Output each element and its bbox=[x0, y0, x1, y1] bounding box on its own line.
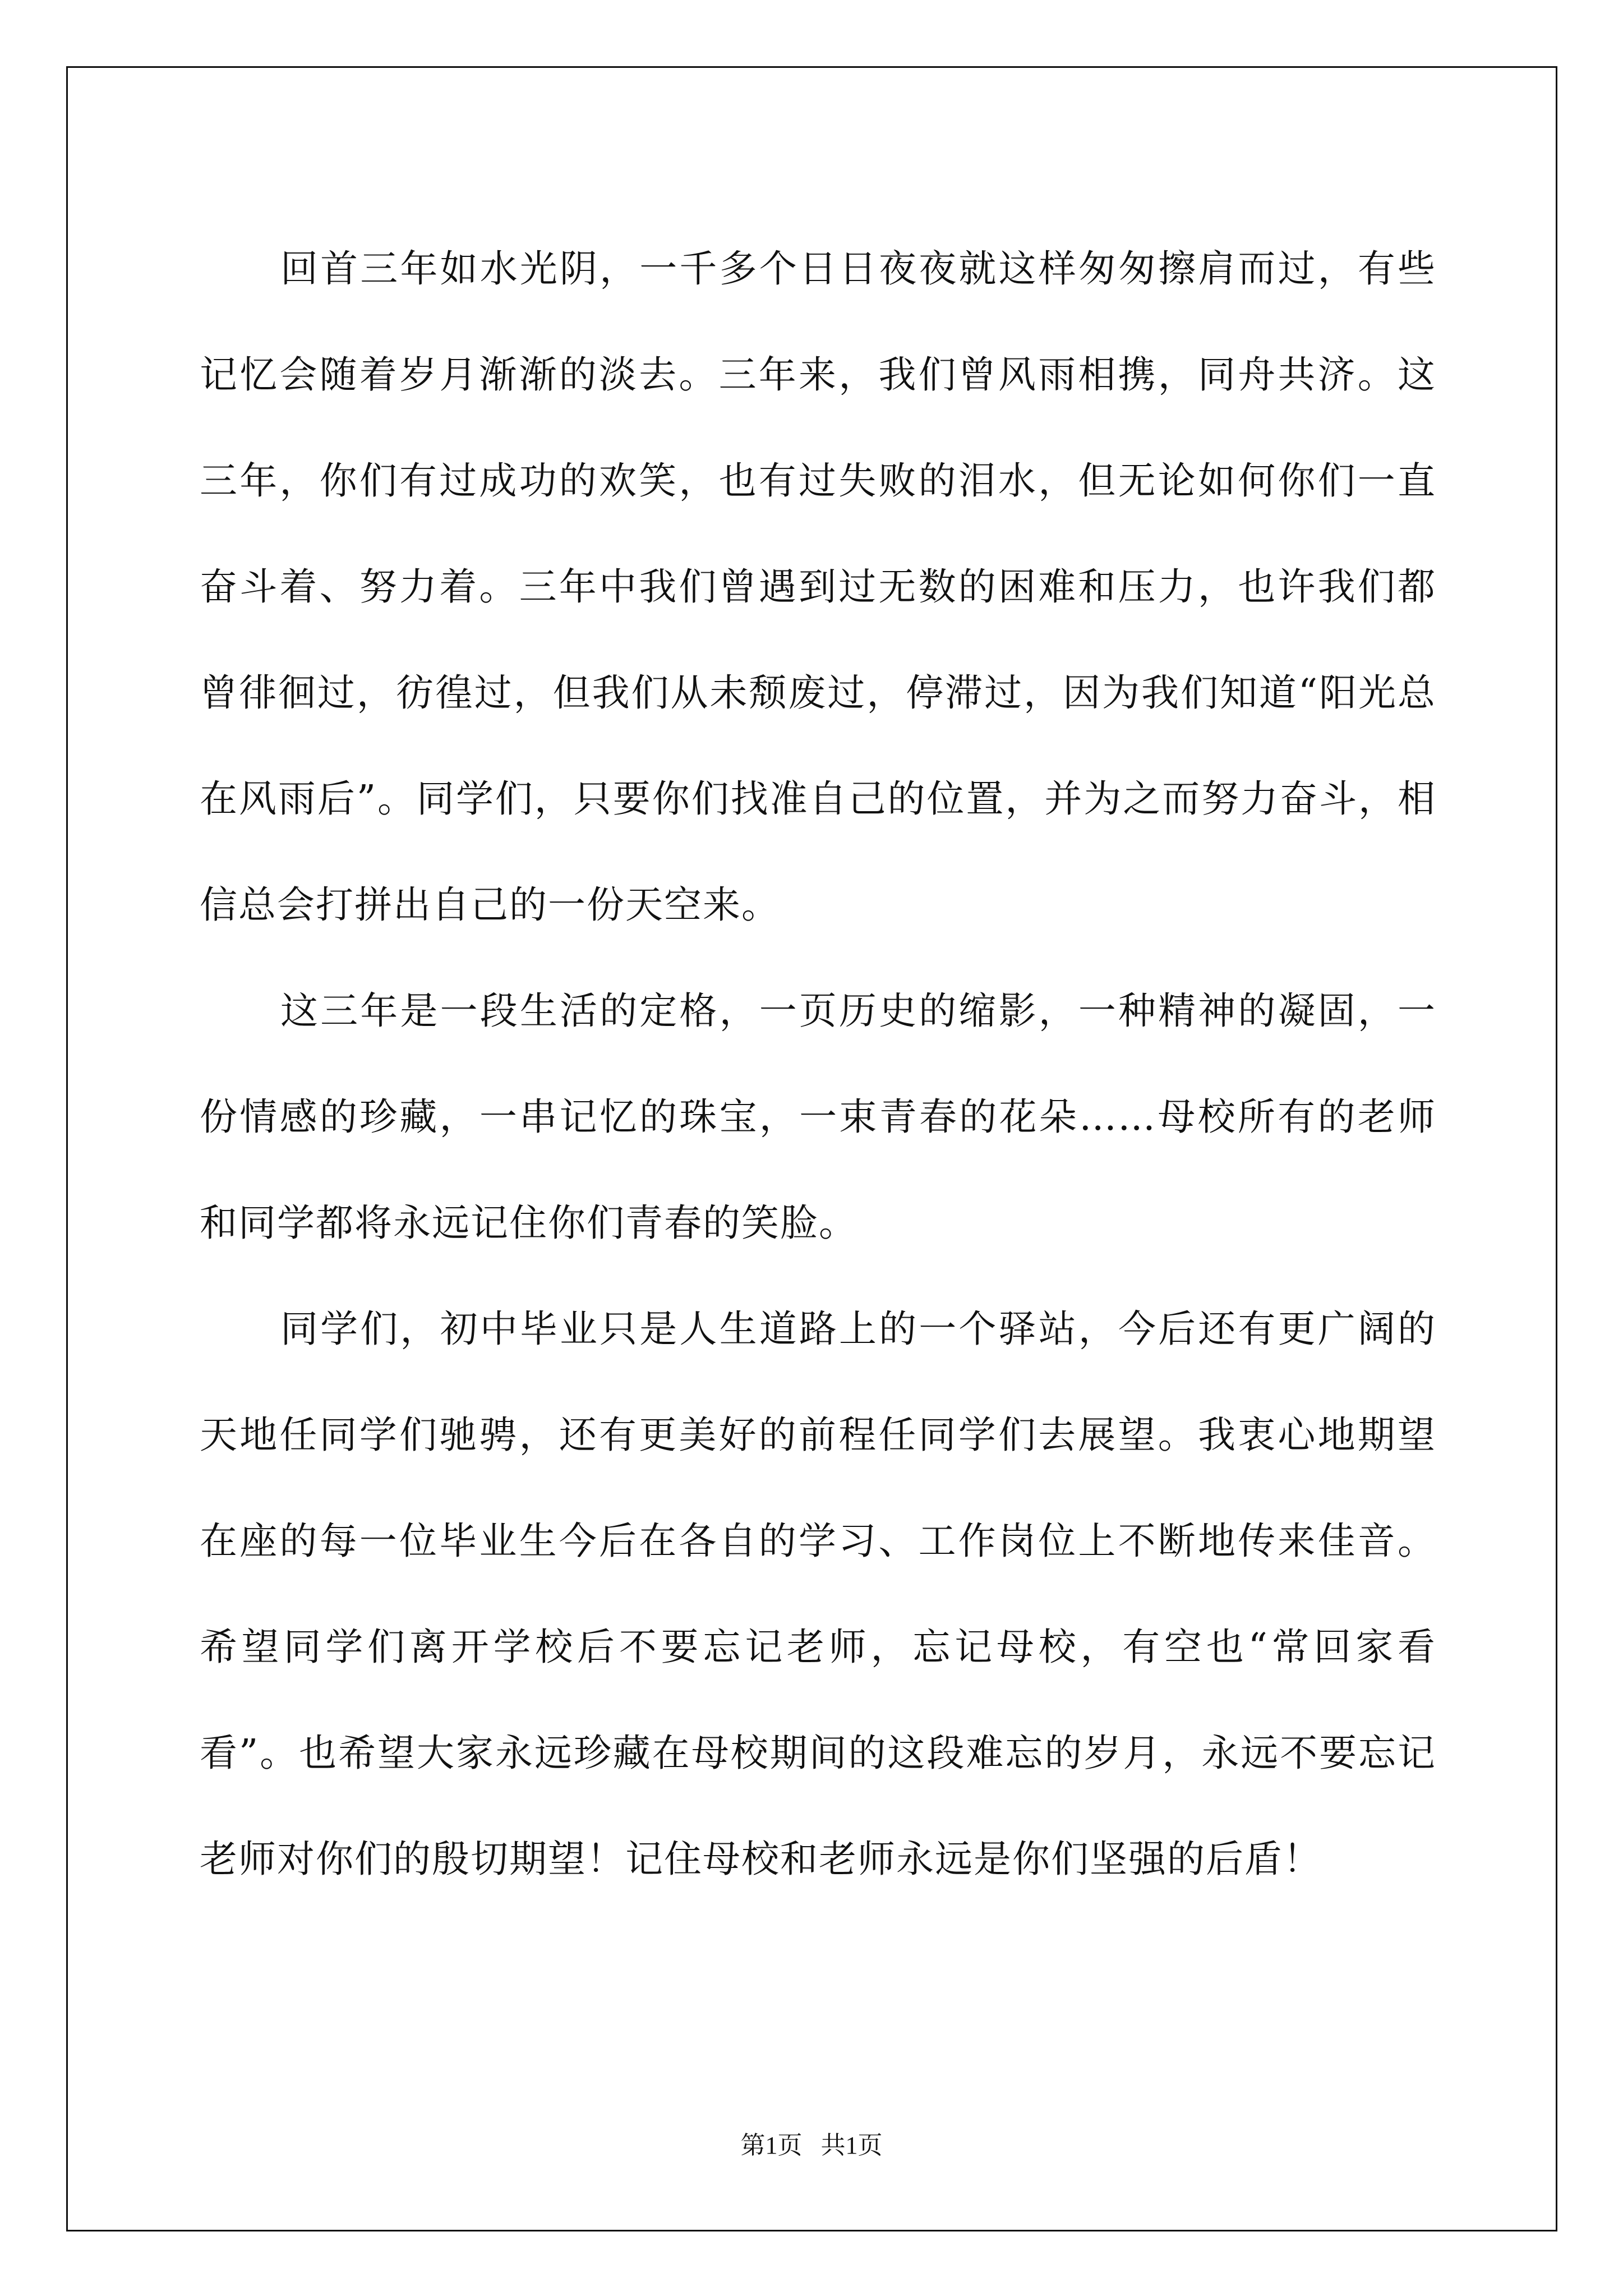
paragraph-2: 这三年是一段生活的定格，一页历史的缩影，一种精神的凝固，一份情感的珍藏，一串记忆的珠宝，一束青春的花朵……母校所有的老师和同学都将永远记住你们青春的笑脸。 bbox=[200, 989, 1436, 1245]
paragraph-1: 回首三年如水光阴，一千多个日日夜夜就这样匆匆擦肩而过，有些记忆会随着岁月渐渐的淡去。三年来，我们曾风雨相携，同舟共济。这三年，你们有过成功的欢笑，也有过失败的泪水，但无论如何你们一直奋斗着、努力着。三年中我们曾遇到过无数的困难和压力，也许我们都曾徘徊过，彷徨过，但我们从未颓废过，停滞过，因为我们知道“阳光总在风雨后”。同学们，只要你们找准自己的位置，并为之而努力奋斗，相信总会打拼出自己的一份天空来。 bbox=[200, 247, 1436, 927]
page-number-footer: 第1页 共1页 bbox=[740, 2132, 883, 2159]
document-body bbox=[200, 216, 1436, 1912]
paragraph-3: 同学们，初中毕业只是人生道路上的一个驿站，今后还有更广阔的天地任同学们驰骋，还有更美好的前程任同学们去展望。我衷心地期望在座的每一位毕业生今后在各自的学习、工作岗位上不断地传来佳音。希望同学们离开学校后不要忘记老师，忘记母校，有空也“常回家看看”。也希望大家永远珍藏在母校期间的这段难忘的岁月，永远不要忘记老师对你们的殷切期望！记住母校和老师永远是你们坚强的后盾！ bbox=[200, 1307, 1436, 1881]
